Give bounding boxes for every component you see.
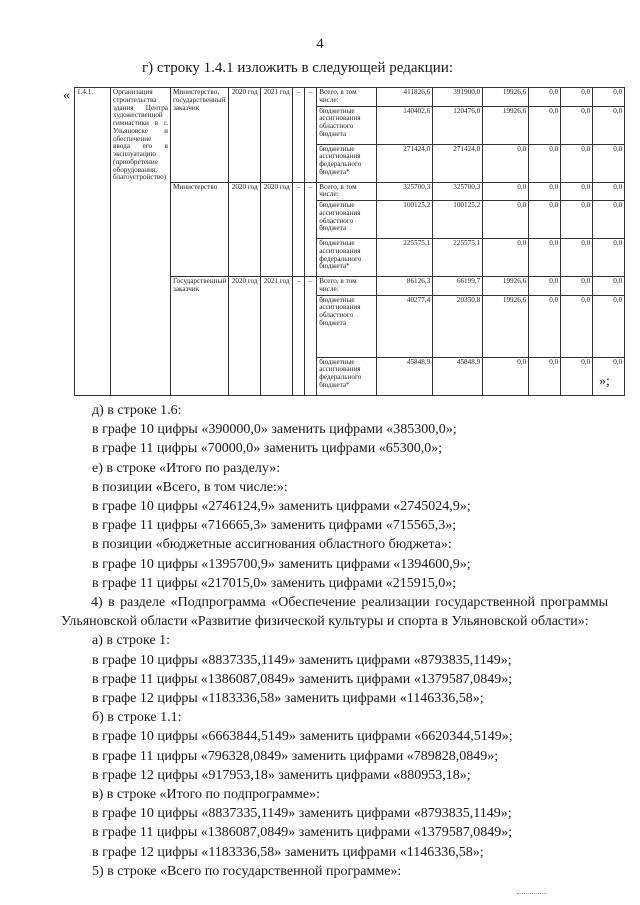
text-line: в графе 10 цифры «8837335,1149» заменить цифрами «8793835,1149»; bbox=[92, 652, 512, 668]
text-line: в графе 10 цифры «8837335,1149» заменить цифрами «8793835,1149»; bbox=[92, 806, 512, 822]
value-cell: 225575,1 bbox=[377, 239, 433, 277]
value-cell: 0,0 bbox=[593, 144, 625, 182]
text-line: в графе 10 цифры «6663844,5149» заменить цифрами «6620344,5149»; bbox=[92, 729, 513, 745]
value-cell: 66199,7 bbox=[433, 277, 483, 296]
text-line: в графе 10 цифры «2746124,9» заменить цифрами «2745024,9»; bbox=[92, 499, 471, 515]
text-line: в графе 11 цифры «716665,3» заменить цифрами «715565,3»; bbox=[92, 518, 457, 534]
value-cell: 0,0 bbox=[593, 239, 625, 277]
text-line: в графе 11 цифры «70000,0» заменить цифрами «65300,0»; bbox=[92, 441, 443, 457]
value-cell: 0,0 bbox=[483, 201, 529, 239]
value-cell: 0,0 bbox=[593, 357, 625, 395]
value-cell: 100125,2 bbox=[433, 201, 483, 239]
text-line: в позиции «Всего, в том числе:»: bbox=[92, 479, 288, 495]
table-row bbox=[75, 88, 625, 107]
year-end-cell: 2021 год bbox=[261, 88, 293, 183]
value-cell: 0,0 bbox=[483, 182, 529, 201]
value-cell: 0,0 bbox=[593, 277, 625, 296]
funding-label-cell: бюджетные ассигнования областного бюджета bbox=[317, 106, 377, 144]
value-cell: 391900,0 bbox=[433, 88, 483, 107]
funding-label-cell: Всего, в том числе: bbox=[317, 88, 377, 107]
executor-cell: Министерство bbox=[171, 182, 229, 277]
year-end-cell: 2021 год bbox=[261, 277, 293, 396]
value-cell: 19926,6 bbox=[483, 88, 529, 107]
value-cell: 0,0 bbox=[561, 88, 593, 107]
value-cell: 0,0 bbox=[593, 182, 625, 201]
value-cell: 40277,4 bbox=[377, 295, 433, 357]
value-cell: 0,0 bbox=[529, 357, 561, 395]
paragraph-4: 4) в разделе «Подпрограмма «Обеспечение реализации государственной программы Ульяновской области «Развитие физической культуры и спорта в Ульяновской области»: bbox=[61, 595, 608, 630]
value-cell: 19926,6 bbox=[483, 277, 529, 296]
value-cell: 0,0 bbox=[561, 239, 593, 277]
dash-cell: – bbox=[293, 88, 305, 183]
year-end-cell: 2020 год bbox=[261, 182, 293, 277]
text-line: д) в строке 1.6: bbox=[92, 403, 182, 418]
value-cell: 225575,1 bbox=[433, 239, 483, 277]
text-line: 5) в строке «Всего по государственной программе»: bbox=[92, 863, 402, 879]
value-cell: 0,0 bbox=[593, 201, 625, 239]
text-line: в графе 10 цифры «1395700,9» заменить цифрами «1394600,9»; bbox=[92, 556, 471, 572]
value-cell: 45848,9 bbox=[433, 357, 483, 395]
footer-mark bbox=[517, 893, 547, 896]
intro-line: г) строку 1.4.1 изложить в следующей редакции: bbox=[142, 60, 454, 76]
value-cell: 19926,6 bbox=[483, 295, 529, 357]
value-cell: 271424,0 bbox=[377, 144, 433, 182]
text-line: в позиции «бюджетные ассигнования областного бюджета»: bbox=[92, 537, 452, 553]
value-cell: 0,0 bbox=[483, 357, 529, 395]
text-line: е) в строке «Итого по разделу»: bbox=[92, 460, 281, 476]
funding-label-cell: Всего, в том числе: bbox=[317, 277, 377, 296]
value-cell: 0,0 bbox=[561, 277, 593, 296]
funding-label-cell: бюджетные ассигнования федерального бюджета* bbox=[317, 144, 377, 182]
value-cell: 20350,8 bbox=[433, 295, 483, 357]
program-table bbox=[74, 87, 625, 396]
value-cell: 140402,6 bbox=[377, 106, 433, 144]
text-line: в графе 12 цифры «1183336,58» заменить цифрами «1146336,58»; bbox=[92, 691, 484, 707]
year-start-cell: 2020 год bbox=[229, 182, 261, 277]
value-cell: 0,0 bbox=[529, 239, 561, 277]
funding-label-cell: бюджетные ассигнования областного бюджета bbox=[317, 295, 377, 357]
value-cell: 0,0 bbox=[593, 88, 625, 107]
value-cell: 0,0 bbox=[529, 182, 561, 201]
value-cell: 0,0 bbox=[561, 295, 593, 357]
value-cell: 271424,0 bbox=[433, 144, 483, 182]
text-line: в графе 11 цифры «217015,0» заменить цифрами «215915,0»; bbox=[92, 575, 457, 591]
value-cell: 19926,6 bbox=[483, 106, 529, 144]
value-cell: 0,0 bbox=[529, 295, 561, 357]
value-cell: 0,0 bbox=[561, 357, 593, 395]
dash-cell: – bbox=[305, 88, 317, 183]
year-start-cell: 2020 год bbox=[229, 277, 261, 396]
year-start-cell: 2020 год bbox=[229, 88, 261, 183]
value-cell: 0,0 bbox=[529, 88, 561, 107]
text-line: в графе 11 цифры «1386087,0849» заменить цифрами «1379587,0849»; bbox=[92, 825, 513, 841]
executor-cell: Государственный заказчик bbox=[171, 277, 229, 396]
value-cell: 411826,6 bbox=[377, 88, 433, 107]
value-cell: 120476,0 bbox=[433, 106, 483, 144]
row-name-cell: Организация строительства здания Центра художественной гимнастики в г. Ульяновске и обеспечение ввода его в эксплуатацию (приобретение оборудования, благоустройство) bbox=[111, 88, 171, 396]
value-cell: 0,0 bbox=[561, 106, 593, 144]
value-cell: 100125,2 bbox=[377, 201, 433, 239]
value-cell: 0,0 bbox=[561, 144, 593, 182]
dash-cell: – bbox=[293, 182, 305, 277]
executor-cell: Министерство, государственный заказчик bbox=[171, 88, 229, 183]
funding-label-cell: Всего, в том числе: bbox=[317, 182, 377, 201]
value-cell: 86126,3 bbox=[377, 277, 433, 296]
quote-close: »; bbox=[599, 374, 610, 389]
value-cell: 0,0 bbox=[529, 106, 561, 144]
value-cell: 0,0 bbox=[529, 201, 561, 239]
value-cell: 0,0 bbox=[529, 277, 561, 296]
value-cell: 0,0 bbox=[593, 295, 625, 357]
text-line: в графе 12 цифры «917953,18» заменить цифрами «880953,18»; bbox=[92, 767, 471, 783]
value-cell: 0,0 bbox=[483, 144, 529, 182]
value-cell: 0,0 bbox=[561, 201, 593, 239]
funding-label-cell: бюджетные ассигнования федерального бюджета* bbox=[317, 239, 377, 277]
text-line: в графе 11 цифры «1386087,0849» заменить цифрами «1379587,0849»; bbox=[92, 671, 513, 687]
amendment-text bbox=[61, 401, 608, 881]
text-line: в графе 11 цифры «796328,0849» заменить цифрами «789828,0849»; bbox=[92, 748, 499, 764]
value-cell: 45848,9 bbox=[377, 357, 433, 395]
funding-label-cell: бюджетные ассигнования областного бюджета bbox=[317, 201, 377, 239]
dash-cell: – bbox=[305, 182, 317, 277]
text-line: а) в строке 1: bbox=[92, 633, 171, 649]
page-number: 4 bbox=[316, 36, 324, 52]
value-cell: 325700,3 bbox=[433, 182, 483, 201]
quote-open: « bbox=[63, 88, 70, 103]
text-line: в графе 12 цифры «1183336,58» заменить цифрами «1146336,58»; bbox=[92, 844, 484, 860]
dash-cell: – bbox=[293, 277, 305, 396]
dash-cell: – bbox=[305, 277, 317, 396]
text-line: б) в строке 1.1: bbox=[92, 710, 182, 726]
value-cell: 0,0 bbox=[561, 182, 593, 201]
value-cell: 0,0 bbox=[529, 144, 561, 182]
value-cell: 0,0 bbox=[593, 106, 625, 144]
funding-label-cell: бюджетные ассигнования федерального бюджета* bbox=[317, 357, 377, 395]
value-cell: 325700,3 bbox=[377, 182, 433, 201]
row-code-cell: 1.4.1. bbox=[75, 88, 111, 396]
value-cell: 0,0 bbox=[483, 239, 529, 277]
text-line: в) в строке «Итого по подпрограмме»: bbox=[92, 787, 320, 803]
text-line: в графе 10 цифры «390000,0» заменить цифрами «385300,0»; bbox=[92, 422, 457, 438]
